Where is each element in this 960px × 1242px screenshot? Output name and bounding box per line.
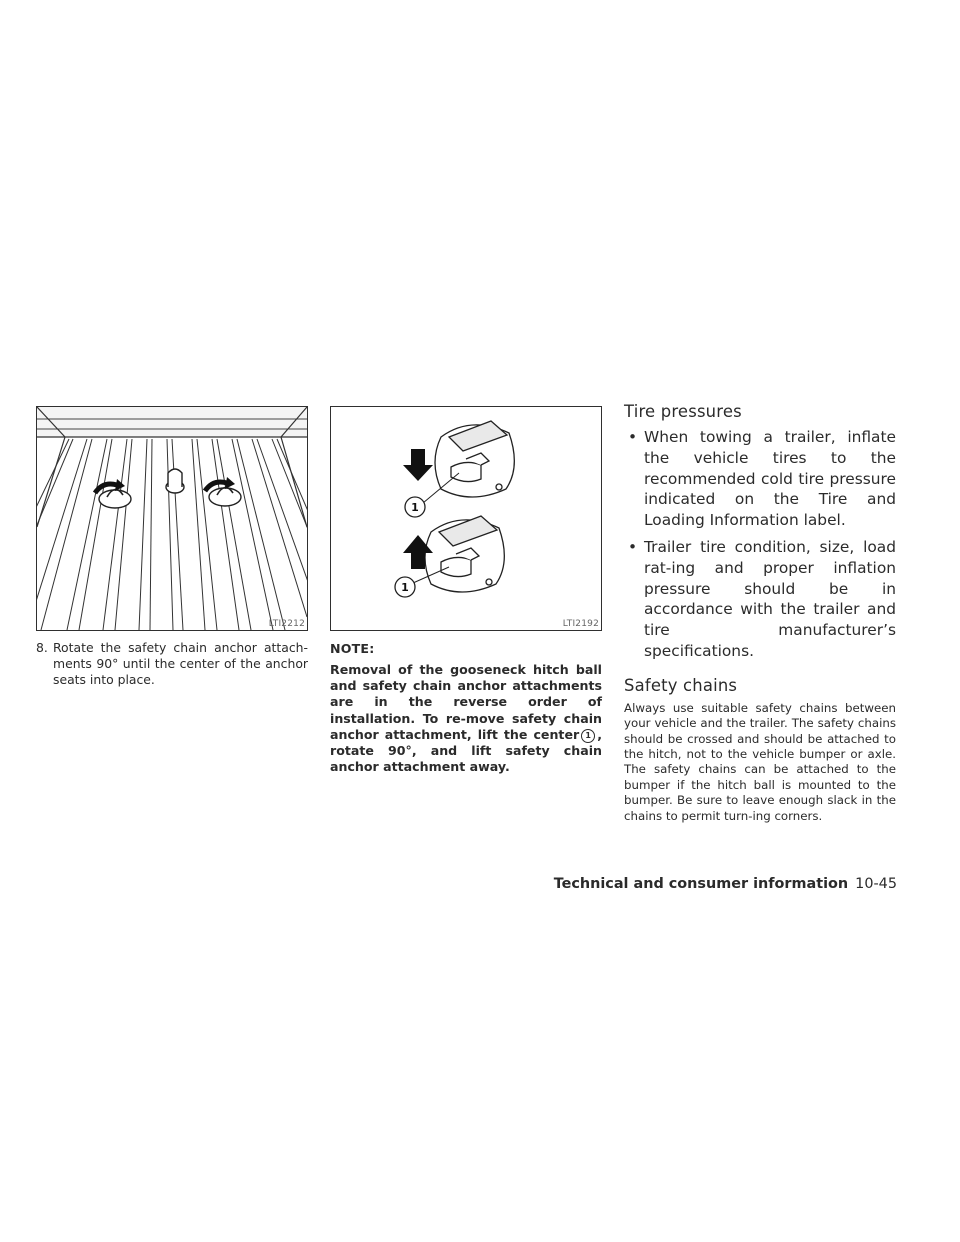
tire-pressures-heading: Tire pressures xyxy=(624,402,742,421)
step-number: 8. xyxy=(36,640,48,655)
safety-chains-heading: Safety chains xyxy=(624,675,738,695)
tire-pressures-list xyxy=(624,427,896,662)
list-item: • When towing a trailer, inflate the vehicle tires to the recommended cold tire pressure indicated on the Tire and Loading Information label. xyxy=(624,427,896,531)
safety-chains-text: Always use suitable safety chains between your vehicle and the trailer. The safety chains should be crossed and should be attached to the hitch, not to the vehicle bumper or axle. The safety chains can be attached to the bumper if the hitch ball is mounted to the bumper. Be sure to leave enough slack in the chains to permit turn-ing corners. xyxy=(624,700,896,823)
truck-bed-drawing xyxy=(37,407,307,630)
anchor-removal-drawing xyxy=(331,407,601,630)
page-number: 10-45 xyxy=(855,876,897,892)
middle-column xyxy=(330,406,602,775)
anchor-removal-illustration xyxy=(330,406,602,631)
truck-bed-illustration xyxy=(36,406,308,631)
note-text-before: Removal of the gooseneck hitch ball and safety chain anchor attachments are in the reverse order of installation. To re-move safety chain anchor attachment, lift the center xyxy=(330,662,602,742)
note-text-after: , rotate 90°, and lift safety chain anchor attachment away. xyxy=(330,726,602,775)
step-text: Rotate the safety chain anchor attach-ments 90° until the center of the anchor seats into place. xyxy=(53,640,308,687)
right-column xyxy=(624,402,896,824)
note-heading: NOTE: xyxy=(330,641,375,656)
section-title: Technical and consumer information xyxy=(553,876,849,892)
figure-code: LTI2192 xyxy=(562,619,599,629)
note-body xyxy=(330,662,602,775)
figure-code: LTI2212 xyxy=(268,619,305,629)
page-footer xyxy=(554,876,897,892)
list-item: • Trailer tire condition, size, load rat-ing and proper inflation pressure should be in accordance with the trailer and tire manufacturer’s specifications. xyxy=(624,537,896,662)
step-8 xyxy=(36,640,308,687)
left-column xyxy=(36,406,308,687)
callout-1-inline: 1 xyxy=(581,729,595,743)
callout-1-upper: 1 xyxy=(411,501,419,514)
callout-1-lower: 1 xyxy=(401,581,409,594)
